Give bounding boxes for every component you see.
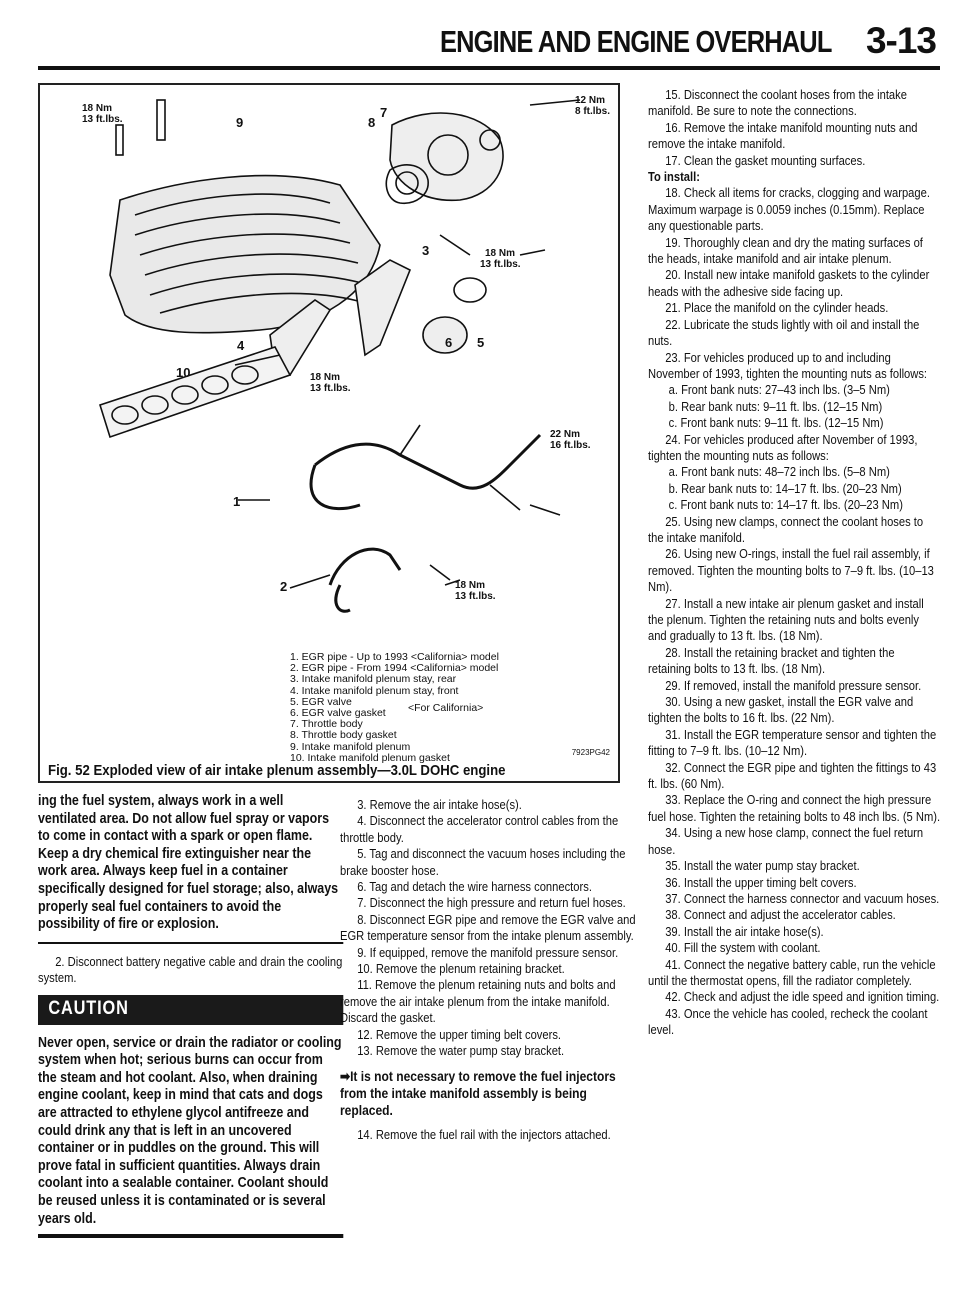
legend-item: 9. Intake manifold plenum [290,740,411,753]
step: 15. Disconnect the coolant hoses from the intake manifold. Be sure to note the connections. [648,87,907,119]
substep: a. Front bank nuts: 48–72 inch lbs. (5–8 Nm) [668,464,890,480]
caution-banner [38,995,343,1025]
step: 43. Once the vehicle has cooled, recheck the coolant level. [648,1005,928,1038]
step: 33. Replace the O-ring and connect the high pressure fuel hose. Tighten the retaining bolts to 48 inch lbs. (5 Nm). [648,792,941,824]
legend-item: 1. EGR pipe - Up to 1993 <California> model [290,651,499,663]
legend-item: 8. Throttle body gasket [290,729,397,742]
fuel-warning-text: ing the fuel system, always work in a well ventilated area. Do not allow fuel spray or vapors to come in contact with a spark or open flame. Keep a dry chemical fire extinguisher near the work area. Always keep fuel in a container specifically designed for fuel storage; also, always properly seal fuel containers to avoid the possibility of fire or explosion. [38,793,339,933]
manifold-drawing [100,100,580,611]
callout-8: 8 [368,115,376,130]
step: 7. Disconnect the high pressure and return fuel hoses. [357,895,626,911]
torque-4-ftlbs: 13 ft.lbs. [310,383,351,394]
step: 5. Tag and disconnect the vacuum hoses including the brake booster hose. [340,846,626,878]
callout-1: 1 [233,494,241,509]
figure-box [38,83,620,783]
step: 28. Install the retaining bracket and tighten the retaining bolts to 13 ft. lbs. (18 Nm). [648,644,895,677]
step: 23. For vehicles produced up to and including November of 1993, tighten the mounting nuts as follows: [648,349,928,381]
install-heading: To install: [648,169,700,185]
torque-3-nm: 18 Nm [485,248,516,259]
step: 20. Install new intake manifold gaskets to the cylinder heads with the adhesive side facing up. [648,267,930,299]
substep: c. Front bank nuts: 9–11 ft. lbs. (12–15 Nm) [668,415,884,431]
callout-4: 4 [237,338,245,353]
arrow-icon: ➡ [340,1067,351,1084]
step: 30. Using a new gasket, install the EGR valve and tighten the bolts to 16 ft. lbs. (22 Nm). [648,694,914,726]
step: 17. Clean the gasket mounting surfaces. [665,152,866,168]
step: 41. Connect the negative battery cable, run the vehicle until the thermostat opens, fill the radiator completely. [648,956,936,988]
legend-item: 5. EGR valve [290,695,352,708]
step: 10. Remove the plenum retaining bracket. [357,961,565,977]
header-rule [38,66,940,70]
page-number: 3-13 [865,20,936,61]
callout-2: 2 [280,579,288,594]
step: 12. Remove the upper timing belt covers. [357,1026,562,1042]
step-2: 2. Disconnect battery negative cable and drain the cooling system. [38,953,343,986]
substep: b. Rear bank nuts: 9–11 ft. lbs. (12–15 Nm) [668,398,883,414]
header-title: ENGINE AND ENGINE OVERHAUL [440,24,832,59]
step: 26. Using new O-rings, install the fuel rail assembly, if removed. Tighten the mounting bolts to 7–9 ft. lbs. (10–13 Nm). [648,546,934,595]
substep: c. Front bank nuts to: 14–17 ft. lbs. (20–23 Nm) [668,497,903,513]
step: 9. If equipped, remove the manifold pressure sensor. [357,944,619,960]
step: 32. Connect the EGR pipe and tighten the fittings to 43 ft. lbs. (60 Nm). [648,759,937,792]
step: 4. Disconnect the accelerator control cables from the throttle body. [340,813,619,845]
step: 25. Using new clamps, connect the coolant hoses to the intake manifold. [648,513,924,545]
step: 16. Remove the intake manifold mounting nuts and remove the intake manifold. [648,119,918,152]
torque-3-ftlbs: 13 ft.lbs. [480,259,521,270]
legend-item: 3. Intake manifold plenum stay, rear [290,673,457,686]
torque-6-ftlbs: 13 ft.lbs. [455,591,496,602]
caution-text: Never open, service or drain the radiator or cooling system when hot; serious burns can occur from the steam and hot coolant. Also, when draining engine coolant, keep in mind that cats and dogs are attracted to ethylene glycol antifreeze and could drink any that is left in an uncovered container or in puddles on the ground. This will prove fatal in sufficient quantities. Always drain coolant into a sealable container. Coolant should be reused unless it is contaminated or is several years old. [38,1034,342,1227]
callout-6: 6 [445,335,453,350]
step: 19. Thoroughly clean and dry the mating surfaces of the heads, intake manifold and air intake plenum. [648,234,923,267]
callout-3: 3 [422,243,430,258]
page-header [440,18,940,68]
step-24: 24. For vehicles produced after November of 1993, tighten the mounting nuts as follows: [648,431,918,463]
step: 31. Install the EGR temperature sensor and tighten the fitting to 7–9 ft. lbs. (10–12 Nm). [648,726,937,759]
callout-7: 7 [380,105,388,120]
torque-2-ftlbs: 8 ft.lbs. [575,106,611,117]
legend-item: 6. EGR valve gasket [290,707,386,720]
step: 11. Remove the plenum retaining nuts and bolts and remove the air intake plenum from the intake manifold. Discard the gasket. [340,977,616,1026]
substep: a. Front bank nuts: 27–43 inch lbs. (3–5 Nm) [668,382,890,398]
legend-bracket-note: <For California> [408,701,484,714]
figure-legend [290,652,499,764]
step: 13. Remove the water pump stay bracket. [357,1043,565,1059]
step: 39. Install the air intake hose(s). [665,923,824,939]
step: 35. Install the water pump stay bracket. [665,858,860,874]
step: 40. Fill the system with coolant. [665,940,821,956]
figure-code: 7923PG42 [571,748,610,757]
legend-item: 7. Throttle body [290,718,363,731]
step: 6. Tag and detach the wire harness connectors. [357,879,592,895]
torque-1-nm: 18 Nm [82,103,113,114]
torque-1-ftlbs: 13 ft.lbs. [82,114,123,125]
legend-item: 10. Intake manifold plenum gasket [290,751,450,764]
right-column [648,87,940,1039]
divider [38,1234,343,1238]
callout-5: 5 [477,335,485,350]
step: 18. Check all items for cracks, clogging and warpage. Maximum warpage is 0.0059 inches (0.15mm). Replace any questionable parts. [648,185,930,234]
step: 29. If removed, install the manifold pressure sensor. [665,677,922,693]
step-14: 14. Remove the fuel rail with the injectors attached. [357,1126,611,1142]
middle-column [340,797,641,1143]
legend-item: 4. Intake manifold plenum stay, front [290,684,459,697]
legend-item: 2. EGR pipe - From 1994 <California> model [290,662,499,675]
note-text: It is not necessary to remove the fuel injectors from the intake manifold assembly is being replaced. [340,1067,616,1118]
substep: b. Rear bank nuts to: 14–17 ft. lbs. (20–23 Nm) [668,480,902,496]
figure-caption: Fig. 52 Exploded view of air intake plenum assembly—3.0L DOHC engine [48,762,506,779]
step: 3. Remove the air intake hose(s). [357,797,522,812]
note-arrow [340,1068,641,1119]
divider [38,942,343,944]
step: 21. Place the manifold on the cylinder heads. [665,300,889,316]
step: 42. Check and adjust the idle speed and ignition timing. [665,989,940,1005]
step: 27. Install a new intake air plenum gasket and install the plenum. Tighten the retaining nuts and bolts evenly and gradually to 13 ft. lbs. (18 Nm). [648,595,924,644]
callout-10: 10 [176,365,191,380]
torque-6-nm: 18 Nm [455,580,486,591]
torque-5-nm: 22 Nm [550,429,581,440]
step: 34. Using a new hose clamp, connect the fuel return hose. [648,825,924,857]
torque-2-nm: 12 Nm [575,95,606,106]
caution-label: CAUTION [48,998,129,1020]
callout-9: 9 [236,115,244,130]
step: 36. Install the upper timing belt covers. [665,874,857,890]
torque-4-nm: 18 Nm [310,372,341,383]
step: 22. Lubricate the studs lightly with oil and install the nuts. [648,316,920,349]
step: 37. Connect the harness connector and vacuum hoses. [665,890,940,906]
left-column [38,793,343,1238]
torque-labels [82,95,610,602]
torque-5-ftlbs: 16 ft.lbs. [550,440,591,451]
step: 8. Disconnect EGR pipe and remove the EGR valve and EGR temperature sensor from the intake plenum assembly. [340,911,636,944]
step: 38. Connect and adjust the accelerator cables. [665,907,896,923]
